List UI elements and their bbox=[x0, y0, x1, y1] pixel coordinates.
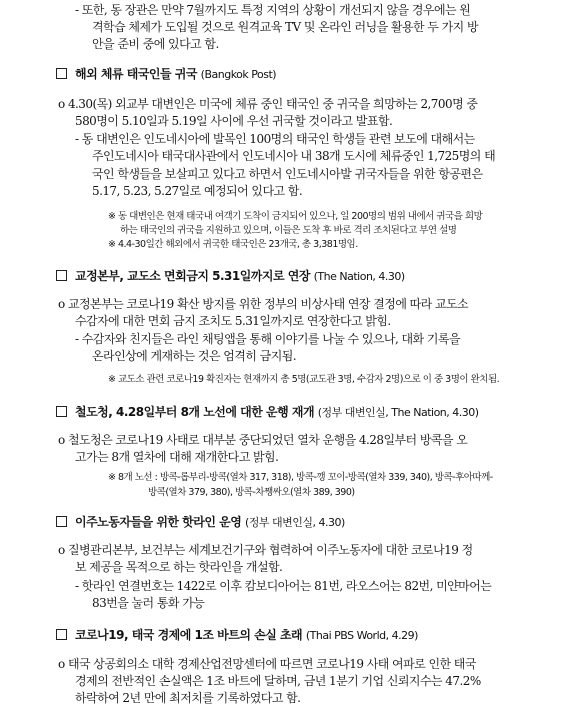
note-line: ※ 8개 노선 : 방콕-롭부리-방콕(열차 317, 318), 방콕-깽 꼬이-방콕(열차 339, 340), 방콕-후아따께- bbox=[108, 472, 493, 483]
section-source: (The Nation, 4.30) bbox=[313, 270, 405, 283]
checkbox-square-icon bbox=[56, 516, 67, 527]
section-title: 교정본부, 교도소 면회금지 5.31일까지로 연장 bbox=[75, 269, 310, 283]
note-line: 방콕(열차 379, 380), 방콕-차쨍싸오(열차 389, 390) bbox=[148, 487, 355, 498]
section-title: 코로나19, 태국 경제에 1조 바트의 손실 초래 bbox=[75, 628, 303, 642]
section-heading bbox=[56, 514, 345, 531]
body-line: o 태국 상공회의소 대학 경제산업전망센터에 따르면 코로나19 사태 여파로 인한 태국 bbox=[58, 657, 476, 671]
checkbox-square-icon bbox=[56, 629, 67, 640]
checkbox-square-icon bbox=[56, 270, 67, 281]
checkbox-square-icon bbox=[56, 406, 67, 417]
body-line: 주인도네시아 태국대사관에서 인도네시아 내 38개 도시에 체류중인 1,725명의 태 bbox=[92, 149, 496, 163]
note-line: ※ 교도소 관련 코로나19 확진자는 현재까지 총 5명(교도관 3명, 수감자 2명)으로 이 중 3명이 완치됨. bbox=[108, 374, 500, 385]
body-line: o 철도청은 코로나19 사태로 대부분 중단되었던 열차 운행을 4.28일부터 방콕을 오 bbox=[58, 433, 468, 447]
note-line: ※ 4.4-30일간 해외에서 귀국한 태국인은 23개국, 총 3,381명임. bbox=[108, 239, 358, 250]
body-line: 격학습 체제가 도입될 것으로 원격교육 TV 및 온라인 러닝을 활용한 두 가지 방 bbox=[92, 20, 479, 34]
checkbox-square-icon bbox=[56, 68, 67, 79]
body-line: 고가는 8개 열차에 대해 재개한다고 밝힘. bbox=[75, 450, 279, 464]
body-line: 하락하여 2년 만에 최저치를 기록하였다고 함. bbox=[75, 691, 301, 705]
section-source: (Thai PBS World, 4.29) bbox=[305, 629, 418, 642]
body-line: 수감자에 대한 면회 금지 조치도 5.31일까지로 연장한다고 밝힘. bbox=[75, 314, 391, 328]
section-source: (정부 대변인실, 4.30) bbox=[245, 516, 345, 529]
body-line: 83번을 눌러 통화 가능 bbox=[92, 596, 205, 610]
body-line: - 또한, 동 장관은 만약 7월까지도 특정 지역의 상황이 개선되지 않을 경우에는 원 bbox=[75, 3, 471, 17]
body-line: 온라인상에 게재하는 것은 엄격히 금지됨. bbox=[92, 349, 297, 363]
section-heading bbox=[56, 627, 418, 644]
body-line: 보 제공을 목적으로 하는 핫라인을 개설함. bbox=[75, 560, 283, 574]
body-line: 580명이 5.10일과 5.19일 사이에 우선 귀국할 것이라고 발표함. bbox=[75, 114, 393, 128]
body-line: 안을 준비 중에 있다고 함. bbox=[92, 37, 219, 51]
body-line: - 수감자와 친지들은 라인 채팅앱을 통해 이야기를 나눌 수 있으나, 대화 기록을 bbox=[75, 332, 460, 346]
section-heading bbox=[56, 66, 276, 83]
body-line: 경제의 전반적인 손실액은 1조 바트에 달하며, 금년 1분기 기업 신뢰지수는 47.2% bbox=[75, 674, 481, 688]
body-line: - 핫라인 연결번호는 1422로 이후 캄보디아어는 81번, 라오스어는 82번, 미얀마어는 bbox=[75, 579, 492, 593]
body-line: 5.17, 5.23, 5.27일로 예정되어 있다고 함. bbox=[92, 184, 303, 198]
body-line: o 교정본부는 코로나19 확산 방지를 위한 정부의 비상사태 연장 결정에 따라 교도소 bbox=[58, 297, 469, 311]
body-line: o 4.30(목) 외교부 대변인은 미국에 체류 중인 태국인 중 귀국을 희망하는 2,700명 중 bbox=[58, 97, 478, 111]
section-title: 이주노동자들을 위한 핫라인 운영 bbox=[75, 515, 242, 529]
note-line: ※ 동 대변인은 현재 태국내 여객기 도착이 금지되어 있으나, 일 200명의 범위 내에서 귀국을 희망 bbox=[108, 211, 483, 222]
section-heading bbox=[56, 268, 405, 285]
section-title: 해외 체류 태국인들 귀국 bbox=[75, 67, 197, 81]
body-line: o 질병관리본부, 보건부는 세계보건기구와 협력하여 이주노동자에 대한 코로나19 정 bbox=[58, 543, 473, 557]
section-heading bbox=[56, 404, 479, 421]
note-line: 하는 태국인의 귀국을 지원하고 있으며, 이들은 도착 후 바로 격리 조치된다고 부연 설명 bbox=[120, 225, 457, 236]
body-line: - 동 대변인은 인도네시아에 발목인 100명의 태국인 학생들 관련 보도에 대해서는 bbox=[75, 132, 475, 146]
section-source: (정부 대변인실, The Nation, 4.30) bbox=[317, 406, 479, 419]
section-title: 철도청, 4.28일부터 8개 노선에 대한 운행 재개 bbox=[75, 405, 315, 419]
body-line: 국인 학생들을 보살피고 있다고 하면서 인도네시아발 귀국자들을 위한 항공편은 bbox=[92, 167, 483, 181]
section-source: (Bangkok Post) bbox=[200, 68, 277, 81]
